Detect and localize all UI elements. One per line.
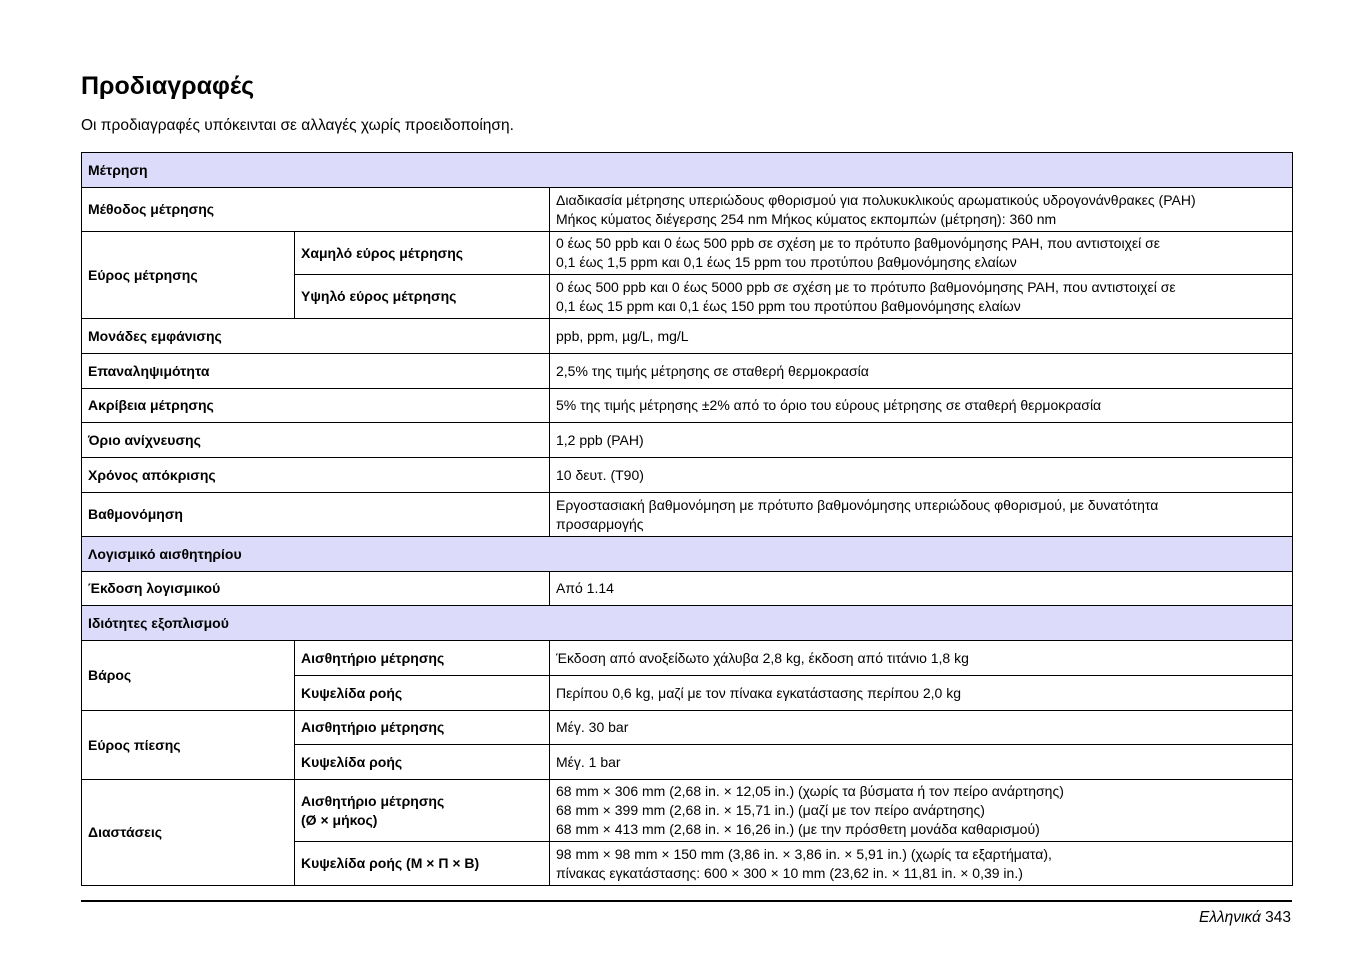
row-label: Επαναληψιμότητα: [82, 354, 550, 389]
table-row: [82, 319, 1293, 354]
row-value: 10 δευτ. (T90): [550, 458, 1293, 493]
row-label: Βάρος: [82, 641, 295, 711]
row-label: Μέθοδος μέτρησης: [82, 188, 550, 232]
table-row: [82, 354, 1293, 389]
label-line: (Ø × μήκος): [301, 811, 378, 828]
table-row: [82, 389, 1293, 423]
footer-language: Ελληνικά: [1199, 909, 1261, 926]
row-label: Βαθμονόμηση: [82, 493, 550, 537]
row-value: Μέγ. 1 bar: [550, 745, 1293, 780]
value-line: πίνακας εγκατάστασης: 600 × 300 × 10 mm (23,62 in. × 11,81 in. × 0,39 in.): [556, 864, 1023, 881]
specifications-table: [81, 152, 1293, 886]
sub-label: Χαμηλό εύρος μέτρησης: [295, 232, 550, 275]
section-row-software: [82, 537, 1293, 572]
section-heading: Ιδιότητες εξοπλισμού: [82, 606, 1293, 641]
row-label: Έκδοση λογισμικού: [82, 572, 550, 606]
sub-label: Κυψελίδα ροής: [295, 676, 550, 711]
page-number: 343: [1265, 909, 1291, 926]
row-label: Εύρος πίεσης: [82, 711, 295, 780]
value-line: 0 έως 50 ppb και 0 έως 500 ppb σε σχέση με το πρότυπο βαθμονόμησης PAH, που αντιστοιχεί σε: [556, 235, 1161, 251]
intro-text: Οι προδιαγραφές υπόκεινται σε αλλαγές χωρίς προειδοποίηση.: [81, 117, 514, 134]
row-label: Ακρίβεια μέτρησης: [82, 389, 550, 423]
row-value: [550, 232, 1293, 275]
table-row: [82, 711, 1293, 745]
label-line: Αισθητήριο μέτρησης: [301, 792, 445, 809]
sub-label: Αισθητήριο μέτρησης: [295, 641, 550, 676]
value-line: 68 mm × 413 mm (2,68 in. × 16,26 in.) (με την πρόσθετη μονάδα καθαρισμού): [556, 821, 1040, 837]
table-row: [82, 188, 1293, 232]
row-label: Χρόνος απόκρισης: [82, 458, 550, 493]
sub-label: Κυψελίδα ροής (Μ × Π × Β): [295, 842, 550, 886]
table-row: [82, 493, 1293, 537]
row-label: Όριο ανίχνευσης: [82, 423, 550, 458]
sub-label: Υψηλό εύρος μέτρησης: [295, 275, 550, 319]
row-value: 2,5% της τιμής μέτρησης σε σταθερή θερμοκρασία: [550, 354, 1293, 389]
row-value: Μέγ. 30 bar: [550, 711, 1293, 745]
value-line: Μήκος κύματος διέγερσης 254 nm Μήκος κύματος εκπομπών (μέτρηση): 360 nm: [556, 210, 1057, 227]
value-line: Εργοστασιακή βαθμονόμηση με πρότυπο βαθμονόμησης υπεριώδους φθορισμού, με δυνατότητα: [556, 496, 1159, 513]
row-label: Εύρος μέτρησης: [82, 232, 295, 319]
section-heading: Μέτρηση: [82, 153, 1293, 188]
row-value: ppb, ppm, µg/L, mg/L: [550, 319, 1293, 354]
row-value: [550, 780, 1293, 842]
sub-label: Αισθητήριο μέτρησης: [295, 711, 550, 745]
value-line: 68 mm × 399 mm (2,68 in. × 15,71 in.) (μαζί με τον πείρο ανάρτησης): [556, 802, 985, 818]
section-row-equipment: [82, 606, 1293, 641]
row-value: Από 1.14: [550, 572, 1293, 606]
row-label: Διαστάσεις: [82, 780, 295, 886]
row-label: Μονάδες εμφάνισης: [82, 319, 550, 354]
footer-divider: [81, 900, 1292, 902]
value-line: Διαδικασία μέτρησης υπεριώδους φθορισμού για πολυκυκλικούς αρωματικούς υδρογονάνθρακες (PAH): [556, 191, 1196, 208]
section-row-measurement: [82, 153, 1293, 188]
row-value: [550, 493, 1293, 537]
value-line: προσαρμογής: [556, 515, 644, 532]
row-value: Έκδοση από ανοξείδωτο χάλυβα 2,8 kg, έκδοση από τιτάνιο 1,8 kg: [550, 641, 1293, 676]
row-value: Περίπου 0,6 kg, μαζί με τον πίνακα εγκατάστασης περίπου 2,0 kg: [550, 676, 1293, 711]
value-line: 68 mm × 306 mm (2,68 in. × 12,05 in.) (χωρίς τα βύσματα ή τον πείρο ανάρτησης): [556, 783, 1064, 799]
row-value: 1,2 ppb (PAH): [550, 423, 1293, 458]
page-title: Προδιαγραφές: [81, 72, 255, 100]
row-value: [550, 275, 1293, 319]
row-value: [550, 188, 1293, 232]
table-row: [82, 780, 1293, 842]
row-value: [550, 842, 1293, 886]
section-heading: Λογισμικό αισθητηρίου: [82, 537, 1293, 572]
page-footer: [1199, 909, 1291, 927]
value-line: 0,1 έως 15 ppm και 0,1 έως 150 ppm του προτύπου βαθμονόμησης ελαίων: [556, 297, 1021, 314]
table-row: [82, 572, 1293, 606]
table-row: [82, 641, 1293, 676]
sub-label: Κυψελίδα ροής: [295, 745, 550, 780]
value-line: 98 mm × 98 mm × 150 mm (3,86 in. × 3,86 in. × 5,91 in.) (χωρίς τα εξαρτήματα),: [556, 845, 1052, 862]
table-row: [82, 458, 1293, 493]
table-row: [82, 423, 1293, 458]
row-value: 5% της τιμής μέτρησης ±2% από το όριο του εύρους μέτρησης σε σταθερή θερμοκρασία: [550, 389, 1293, 423]
table-row: [82, 232, 1293, 275]
sub-label: [295, 780, 550, 842]
value-line: 0,1 έως 1,5 ppm και 0,1 έως 15 ppm του προτύπου βαθμονόμησης ελαίων: [556, 254, 1017, 270]
value-line: 0 έως 500 ppb και 0 έως 5000 ppb σε σχέση με το πρότυπο βαθμονόμησης PAH, που αντιστοιχεί σε: [556, 278, 1176, 295]
